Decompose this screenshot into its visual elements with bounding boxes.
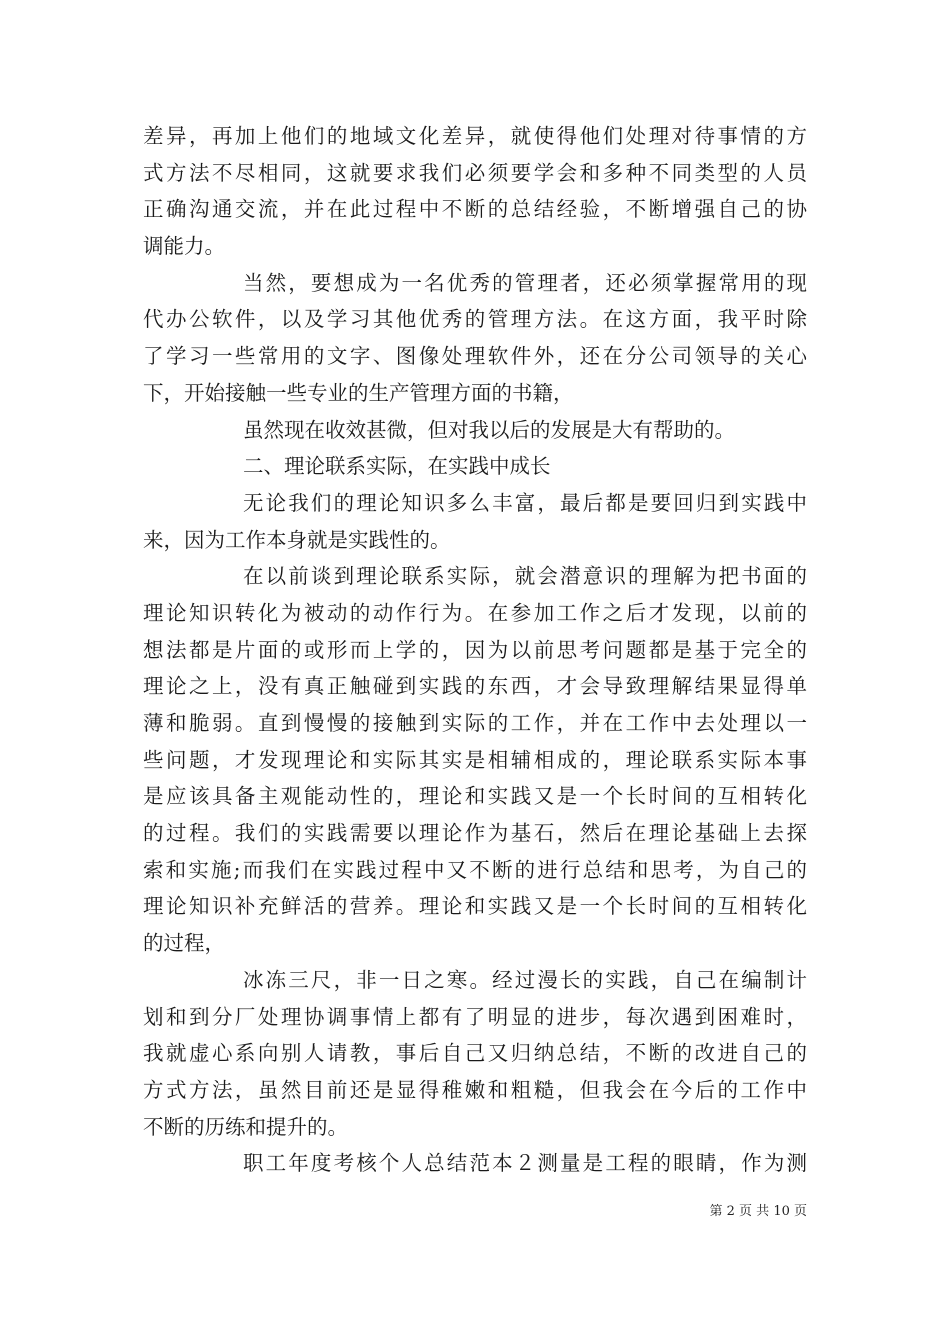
text-line: 理论知识补充鲜活的营养。理论和实践又是一个长时间的互相转化 <box>143 894 807 919</box>
text-line: 不断的历练和提升的。 <box>143 1114 348 1139</box>
text-line: 的过程。我们的实践需要以理论作为基石，然后在理论基础上去探 <box>143 821 807 846</box>
paragraph-start-line: 冰冻三尺，非一日之寒。经过漫长的实践，自己在编制计 <box>243 967 807 992</box>
text-line: 薄和脆弱。直到慢慢的接触到实际的工作，并在工作中去处理以一 <box>143 711 807 735</box>
text-line: 理论知识转化为被动的动作行为。在参加工作之后才发现，以前的 <box>143 600 807 625</box>
paragraph-start-line: 职工年度考核个人总结范本２测量是工程的眼睛，作为测 <box>243 1151 807 1176</box>
text-line: 式方法不尽相同，这就要求我们必须要学会和多种不同类型的人员 <box>143 160 807 185</box>
text-line: 了学习一些常用的文字、图像处理软件外，还在分公司领导的关心 <box>143 344 807 369</box>
text-line: 些问题，才发现理论和实际其实是相辅相成的，理论联系实际本事 <box>143 747 807 772</box>
text-line: 调能力。 <box>143 234 225 259</box>
text-line: 索和实施;而我们在实践过程中又不断的进行总结和思考，为自己的 <box>143 857 807 882</box>
text-line: 是应该具备主观能动性的，理论和实践又是一个长时间的互相转化 <box>143 784 807 809</box>
text-line: 差异，再加上他们的地域文化差异，就使得他们处理对待事情的方 <box>143 124 807 148</box>
section-heading: 二、理论联系实际，在实践中成长 <box>243 454 551 479</box>
paragraph-start-line: 在以前谈到理论联系实际，就会潜意识的理解为把书面的 <box>243 564 807 589</box>
text-line: 的过程， <box>143 931 225 956</box>
text-line: 正确沟通交流，并在此过程中不断的总结经验，不断增强自己的协 <box>143 197 807 222</box>
text-line: 划和到分厂处理协调事情上都有了明显的进步，每次遇到困难时， <box>143 1004 807 1029</box>
document-body <box>143 118 807 1182</box>
page-number-footer: 第 2 页 共 10 页 <box>709 1204 807 1219</box>
text-line: 理论之上，没有真正触碰到实践的东西，才会导致理解结果显得单 <box>143 674 807 699</box>
paragraph-start-line: 无论我们的理论知识多么丰富，最后都是要回归到实践中 <box>243 490 807 515</box>
paragraph-start-line: 当然，要想成为一名优秀的管理者，还必须掌握常用的现 <box>243 270 807 295</box>
paragraph-start-line: 虽然现在收效甚微，但对我以后的发展是大有帮助的。 <box>243 417 735 442</box>
text-line: 方式方法，虽然目前还是显得稚嫩和粗糙，但我会在今后的工作中 <box>143 1077 807 1102</box>
text-line: 我就虚心系向别人请教，事后自己又归纳总结，不断的改进自己的 <box>143 1041 807 1066</box>
text-line: 来，因为工作本身就是实践性的。 <box>143 527 451 552</box>
text-line: 代办公软件，以及学习其他优秀的管理方法。在这方面，我平时除 <box>143 307 807 332</box>
text-line: 想法都是片面的或形而上学的，因为以前思考问题都是基于完全的 <box>143 637 807 662</box>
text-line: 下，开始接触一些专业的生产管理方面的书籍， <box>143 380 574 405</box>
